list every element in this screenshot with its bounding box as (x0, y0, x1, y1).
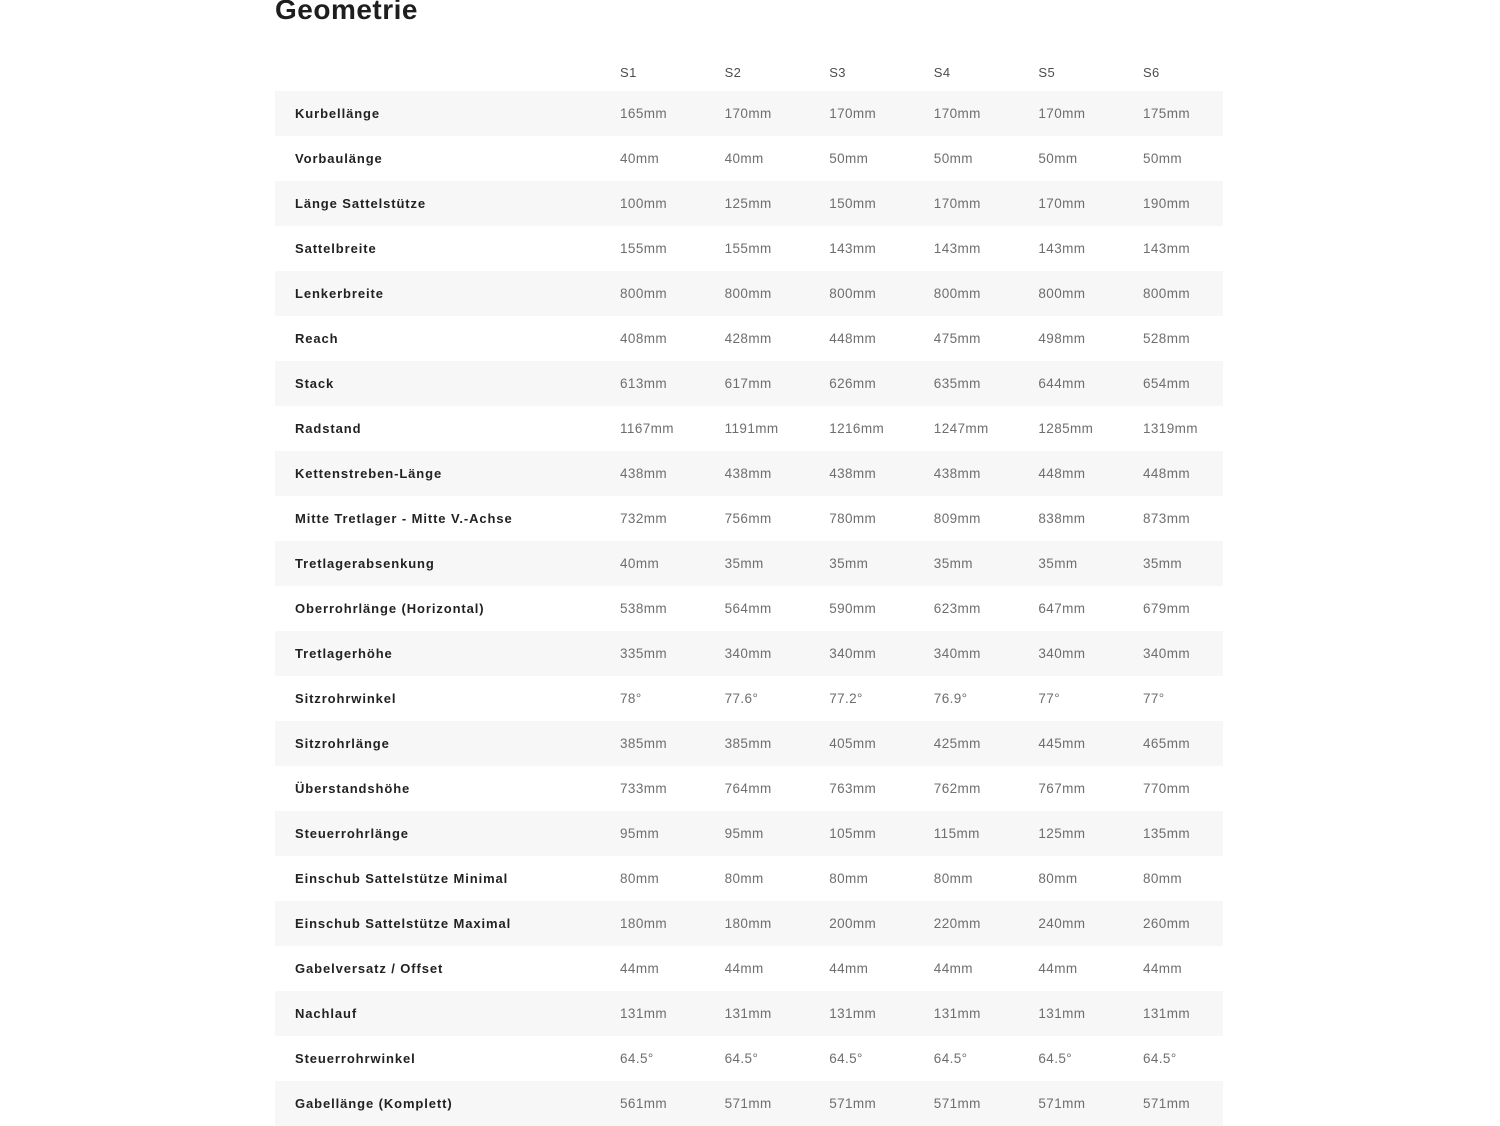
table-row (275, 856, 1223, 901)
row-value: 125mm (724, 196, 772, 211)
row-value: 590mm (829, 601, 877, 616)
row-label: Lenkerbreite (295, 286, 384, 301)
row-label: Überstandshöhe (295, 781, 411, 796)
row-value: 475mm (933, 331, 981, 346)
row-value: 35mm (724, 556, 764, 571)
row-label: Länge Sattelstütze (295, 196, 427, 211)
row-value: 626mm (829, 376, 877, 391)
row-value: 180mm (724, 916, 772, 931)
row-value: 1167mm (620, 421, 674, 436)
row-value: 40mm (620, 556, 660, 571)
row-value: 143mm (1038, 241, 1086, 256)
row-value: 35mm (1142, 556, 1183, 571)
row-value: 175mm (1142, 106, 1190, 121)
table-row (275, 451, 1223, 496)
row-value: 44mm (620, 961, 660, 976)
row-value: 1285mm (1038, 421, 1094, 436)
row-label: Einschub Sattelstütze Minimal (295, 871, 509, 886)
table-row (275, 991, 1223, 1036)
row-value: 260mm (1142, 916, 1190, 931)
row-value: 143mm (1142, 241, 1190, 256)
row-value: 385mm (724, 736, 772, 751)
row-value: 873mm (1142, 511, 1190, 526)
row-label: Tretlagerhöhe (295, 646, 393, 661)
row-value: 95mm (620, 826, 660, 841)
row-label: Steuerrohrwinkel (295, 1051, 416, 1066)
page-title: Geometrie (275, 0, 418, 25)
row-value: 131mm (1142, 1006, 1190, 1021)
row-value: 438mm (620, 466, 668, 481)
row-value: 340mm (1142, 646, 1190, 661)
row-value: 100mm (620, 196, 668, 211)
row-value: 340mm (933, 646, 981, 661)
row-value: 40mm (724, 151, 764, 166)
table-row (275, 226, 1223, 271)
row-value: 561mm (620, 1096, 668, 1111)
row-value: 77.2° (829, 691, 863, 706)
row-value: 44mm (1142, 961, 1183, 976)
row-label: Oberrohrlänge (Horizontal) (295, 601, 485, 616)
row-value: 131mm (724, 1006, 772, 1021)
row-value: 762mm (933, 781, 981, 796)
row-value: 767mm (1038, 781, 1086, 796)
table-row (275, 1036, 1223, 1081)
row-value: 770mm (1142, 781, 1190, 796)
row-value: 623mm (933, 601, 981, 616)
row-label: Nachlauf (295, 1006, 358, 1021)
row-value: 340mm (829, 646, 877, 661)
row-value: 780mm (829, 511, 877, 526)
row-value: 143mm (933, 241, 981, 256)
row-value: 64.5° (1038, 1051, 1073, 1066)
column-header-s3: S3 (829, 65, 846, 80)
row-value: 44mm (1038, 961, 1078, 976)
row-value: 80mm (1142, 871, 1183, 886)
row-value: 170mm (829, 106, 877, 121)
table-row (275, 496, 1223, 541)
row-value: 77° (1142, 691, 1165, 706)
row-value: 1191mm (724, 421, 779, 436)
row-value: 125mm (1038, 826, 1086, 841)
row-value: 165mm (620, 106, 668, 121)
row-value: 220mm (933, 916, 981, 931)
table-row (275, 901, 1223, 946)
table-row (275, 541, 1223, 586)
row-value: 571mm (1038, 1096, 1086, 1111)
row-value: 131mm (620, 1006, 668, 1021)
row-value: 764mm (724, 781, 772, 796)
row-value: 170mm (933, 196, 981, 211)
row-value: 571mm (724, 1096, 772, 1111)
row-label: Sitzrohrlänge (295, 736, 390, 751)
row-value: 64.5° (620, 1051, 654, 1066)
row-value: 1247mm (933, 421, 989, 436)
table-row (275, 811, 1223, 856)
row-value: 95mm (724, 826, 764, 841)
column-header-s2: S2 (724, 65, 742, 80)
row-value: 115mm (933, 826, 980, 841)
row-value: 50mm (1142, 151, 1183, 166)
row-value: 448mm (1142, 466, 1190, 481)
row-label: Sattelbreite (295, 241, 377, 256)
row-value: 428mm (724, 331, 772, 346)
row-value: 180mm (620, 916, 668, 931)
column-header-s5: S5 (1038, 65, 1056, 80)
row-value: 838mm (1038, 511, 1086, 526)
table-row (275, 181, 1223, 226)
row-value: 80mm (724, 871, 764, 886)
row-value: 445mm (1038, 736, 1086, 751)
row-value: 756mm (724, 511, 772, 526)
row-value: 35mm (1038, 556, 1078, 571)
row-value: 77° (1038, 691, 1060, 706)
row-value: 335mm (620, 646, 668, 661)
row-value: 1319mm (1142, 421, 1198, 436)
row-value: 809mm (933, 511, 981, 526)
row-value: 80mm (829, 871, 869, 886)
row-value: 679mm (1142, 601, 1190, 616)
table-row (275, 946, 1223, 991)
row-value: 438mm (829, 466, 877, 481)
row-value: 78° (620, 691, 642, 706)
row-value: 538mm (620, 601, 668, 616)
row-label: Reach (295, 331, 339, 346)
row-value: 448mm (829, 331, 877, 346)
row-value: 40mm (620, 151, 660, 166)
row-label: Sitzrohrwinkel (295, 691, 397, 706)
row-value: 64.5° (724, 1051, 759, 1066)
row-value: 800mm (1038, 286, 1086, 301)
row-value: 617mm (724, 376, 772, 391)
row-value: 763mm (829, 781, 877, 796)
row-value: 35mm (829, 556, 869, 571)
table-row (275, 271, 1223, 316)
row-value: 240mm (1038, 916, 1086, 931)
row-label: Einschub Sattelstütze Maximal (295, 916, 512, 931)
row-value: 647mm (1038, 601, 1086, 616)
row-value: 80mm (620, 871, 660, 886)
row-label: Kurbellänge (295, 106, 381, 121)
row-value: 425mm (933, 736, 981, 751)
table-row (275, 361, 1223, 406)
column-header-s4: S4 (933, 65, 951, 80)
geometry-table-header (275, 54, 1223, 91)
row-label: Gabelversatz / Offset (295, 961, 444, 976)
row-value: 105mm (829, 826, 877, 841)
row-value: 170mm (933, 106, 981, 121)
column-header-s6: S6 (1142, 65, 1160, 80)
row-value: 35mm (933, 556, 973, 571)
row-value: 190mm (1142, 196, 1190, 211)
row-value: 498mm (1038, 331, 1086, 346)
row-value: 732mm (620, 511, 668, 526)
table-row (275, 586, 1223, 631)
row-value: 564mm (724, 601, 772, 616)
row-value: 80mm (933, 871, 973, 886)
row-value: 571mm (1142, 1096, 1190, 1111)
row-value: 50mm (829, 151, 869, 166)
row-value: 64.5° (933, 1051, 968, 1066)
table-row (275, 766, 1223, 811)
row-value: 644mm (1038, 376, 1086, 391)
row-value: 80mm (1038, 871, 1078, 886)
geometry-table (275, 54, 1223, 1126)
row-value: 733mm (620, 781, 668, 796)
row-value: 77.6° (724, 691, 759, 706)
row-value: 143mm (829, 241, 877, 256)
row-label: Mitte Tretlager - Mitte V.-Achse (295, 511, 513, 526)
row-value: 800mm (933, 286, 981, 301)
row-value: 408mm (620, 331, 668, 346)
table-row (275, 136, 1223, 181)
row-value: 405mm (829, 736, 877, 751)
row-value: 155mm (724, 241, 772, 256)
table-row (275, 721, 1223, 766)
row-label: Stack (295, 376, 335, 391)
row-label: Gabellänge (Komplett) (295, 1096, 453, 1111)
row-value: 385mm (620, 736, 668, 751)
geometry-table-body (275, 91, 1223, 1126)
row-value: 800mm (829, 286, 877, 301)
row-label: Vorbaulänge (295, 151, 383, 166)
table-row (275, 631, 1223, 676)
row-label: Kettenstreben-Länge (295, 466, 443, 481)
row-value: 613mm (620, 376, 668, 391)
table-row (275, 676, 1223, 721)
row-value: 44mm (829, 961, 869, 976)
table-row (275, 316, 1223, 361)
row-value: 170mm (1038, 196, 1086, 211)
row-value: 64.5° (1142, 1051, 1177, 1066)
row-value: 50mm (933, 151, 973, 166)
row-value: 800mm (1142, 286, 1190, 301)
row-value: 800mm (620, 286, 668, 301)
table-row (275, 91, 1223, 136)
row-value: 340mm (1038, 646, 1086, 661)
row-value: 64.5° (829, 1051, 863, 1066)
column-header-s1: S1 (620, 65, 637, 80)
row-value: 44mm (933, 961, 973, 976)
row-value: 340mm (724, 646, 772, 661)
row-value: 654mm (1142, 376, 1190, 391)
row-value: 50mm (1038, 151, 1078, 166)
row-value: 76.9° (933, 691, 968, 706)
row-value: 438mm (724, 466, 772, 481)
row-value: 1216mm (829, 421, 885, 436)
table-row (275, 1081, 1223, 1126)
row-value: 571mm (829, 1096, 877, 1111)
row-value: 150mm (829, 196, 877, 211)
row-label: Radstand (295, 421, 362, 436)
row-value: 438mm (933, 466, 981, 481)
row-value: 800mm (724, 286, 772, 301)
row-value: 131mm (829, 1006, 877, 1021)
table-row (275, 406, 1223, 451)
row-value: 170mm (724, 106, 772, 121)
row-value: 135mm (1142, 826, 1190, 841)
row-value: 170mm (1038, 106, 1086, 121)
row-value: 448mm (1038, 466, 1086, 481)
row-value: 528mm (1142, 331, 1190, 346)
row-value: 44mm (724, 961, 764, 976)
row-value: 131mm (1038, 1006, 1086, 1021)
row-label: Steuerrohrlänge (295, 826, 409, 841)
row-value: 131mm (933, 1006, 981, 1021)
row-value: 200mm (829, 916, 877, 931)
row-value: 155mm (620, 241, 668, 256)
row-value: 635mm (933, 376, 981, 391)
row-label: Tretlagerabsenkung (295, 556, 435, 571)
row-value: 465mm (1142, 736, 1190, 751)
row-value: 571mm (933, 1096, 981, 1111)
